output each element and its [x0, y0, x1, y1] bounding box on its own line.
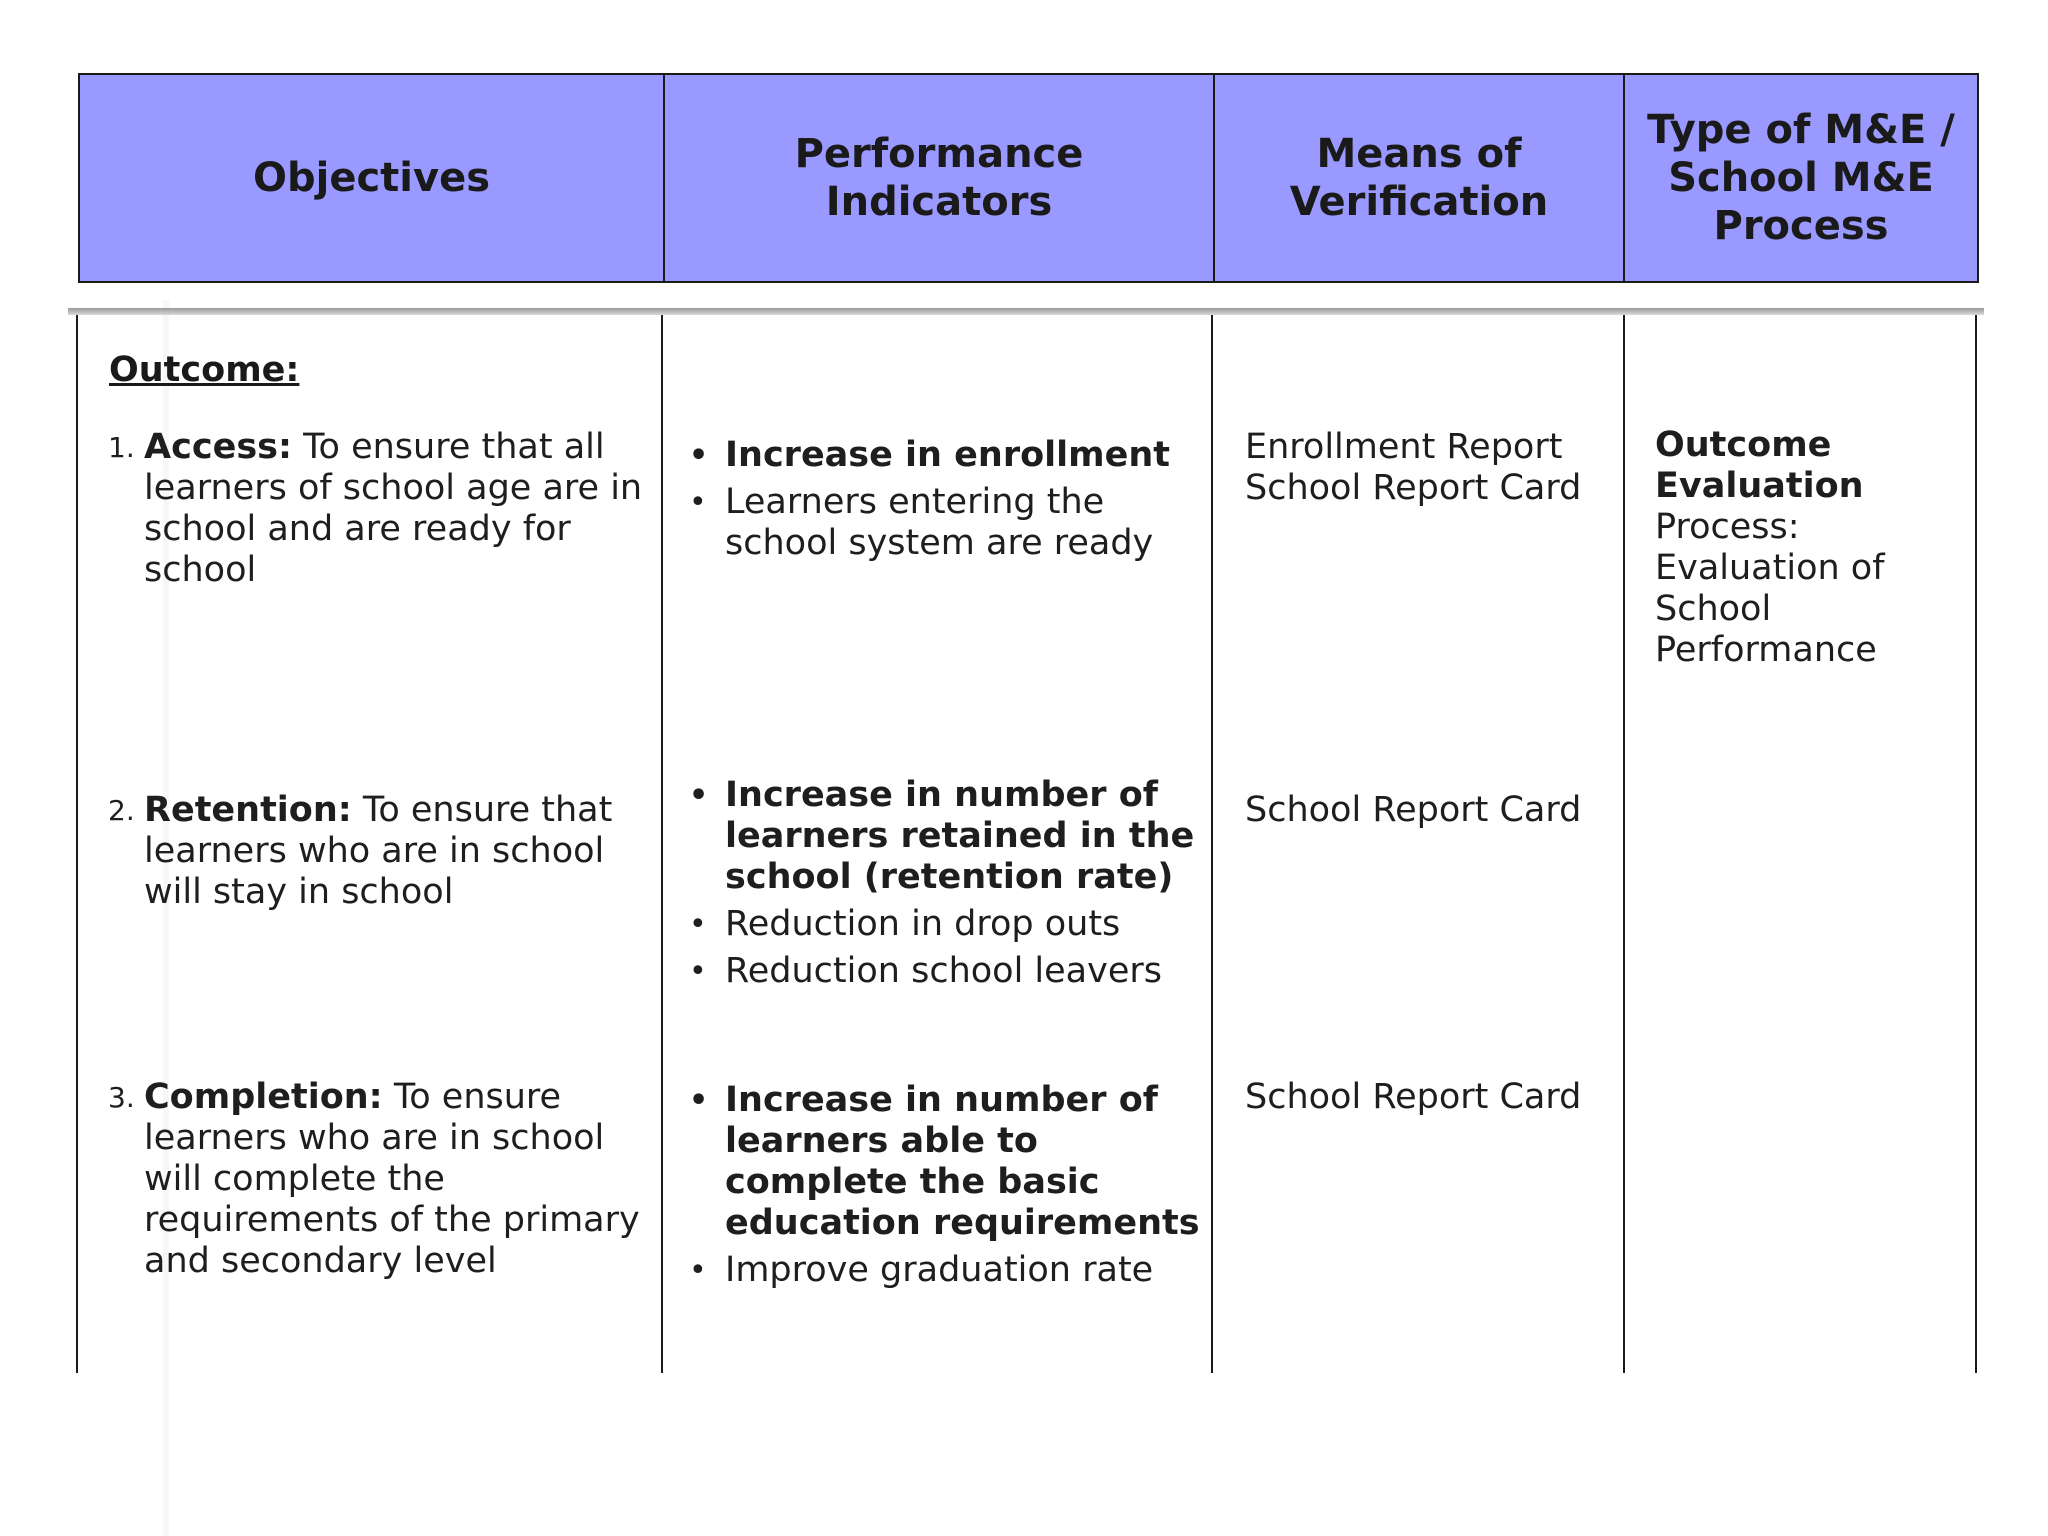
list-item: • Increase in number of learners able to complete the basic education requirements — [689, 1080, 1200, 1243]
mov-access — [1245, 427, 1605, 509]
mov-line: School Report Card — [1245, 1077, 1582, 1117]
list-item: • Reduction school leavers — [689, 951, 1163, 991]
objective-title: Completion: — [144, 1077, 383, 1117]
objective-access — [108, 427, 648, 591]
outcome-heading: Outcome: — [109, 350, 300, 390]
mov-line: School Report Card — [1245, 468, 1582, 508]
means-of-verification-column — [1213, 315, 1625, 1373]
mov-line: School Report Card — [1245, 790, 1582, 830]
list-item: • Reduction in drop outs — [689, 904, 1121, 944]
objective-number: 3. — [108, 1081, 135, 1114]
bullet-icon: • — [689, 778, 709, 813]
objective-content — [144, 427, 648, 591]
mov-retention — [1245, 790, 1605, 831]
list-item: • Increase in enrollment — [689, 435, 1170, 475]
bullet-icon: • — [689, 485, 707, 520]
table-header-row — [78, 73, 1979, 283]
indicator-list-access — [683, 435, 1203, 570]
mov-line: Enrollment Report — [1245, 427, 1563, 467]
header-objectives: Objectives — [80, 75, 665, 281]
objective-content — [144, 1077, 648, 1282]
mov-completion — [1245, 1077, 1605, 1118]
objective-text: To ensure that learners who are in school will stay in school — [144, 790, 613, 912]
objective-title: Retention: — [144, 790, 352, 830]
objective-number: 2. — [108, 794, 135, 827]
indicator-list-retention — [683, 775, 1203, 998]
objective-content — [144, 790, 648, 913]
list-item: • Improve graduation rate — [689, 1250, 1154, 1290]
header-type-of-me: Type of M&E / School M&E Process — [1647, 107, 1955, 249]
objective-text: To ensure that all learners of school age are in school and are ready for school — [144, 427, 643, 590]
objectives-column — [78, 315, 663, 1373]
objective-retention — [108, 790, 648, 913]
table-body — [76, 315, 1977, 1373]
objective-number: 1. — [108, 431, 135, 464]
list-item: • Learners entering the school system are ready — [689, 482, 1154, 563]
header-performance-indicators: Performance Indicators — [665, 75, 1215, 281]
header-means-of-verification: Means of Verification — [1215, 75, 1625, 281]
objective-title: Access: — [144, 427, 292, 467]
type-of-me-title: Outcome Evaluation — [1655, 425, 1864, 506]
bullet-icon: • — [689, 438, 709, 473]
list-item: • Increase in number of learners retained in the school (retention rate) — [689, 775, 1195, 897]
bullet-icon: • — [689, 954, 707, 989]
type-of-me-cell — [1655, 425, 1965, 671]
type-of-me-text: Process: Evaluation of School Performance — [1655, 507, 1885, 670]
bullet-icon: • — [689, 907, 707, 942]
table-divider-shadow — [68, 308, 1984, 315]
indicators-column — [663, 315, 1213, 1373]
indicator-list-completion — [683, 1080, 1203, 1297]
bullet-icon: • — [689, 1253, 707, 1288]
objective-completion — [108, 1077, 648, 1282]
type-of-me-column — [1625, 315, 1975, 1373]
objective-text: To ensure learners who are in school will complete the requirements of the primary and secondary level — [144, 1077, 640, 1281]
bullet-icon: • — [689, 1083, 709, 1118]
